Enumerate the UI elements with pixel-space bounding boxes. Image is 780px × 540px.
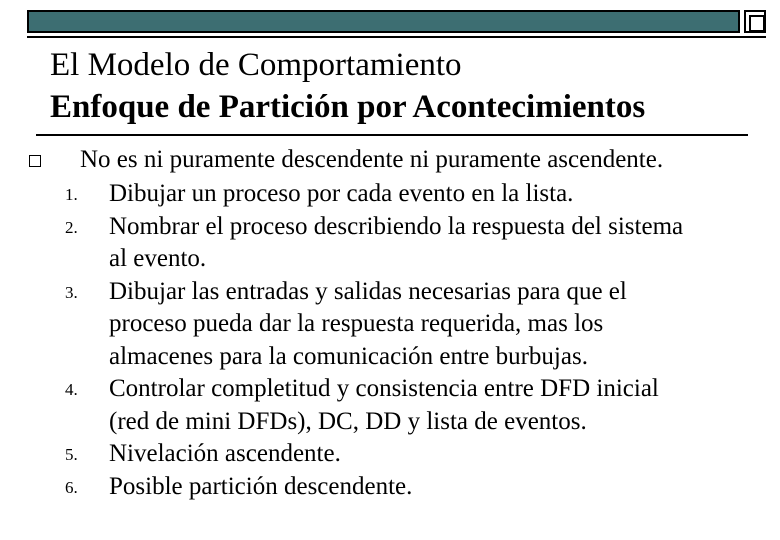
step-text (109, 211, 769, 276)
slide-title: El Modelo de Comportamiento (50, 47, 462, 83)
steps-list (0, 178, 780, 503)
step-line: Dibujar un proceso por cada evento en la lista. (109, 180, 574, 207)
step-line: proceso pueda dar la respuesta requerida, mas los (109, 310, 604, 337)
step-line: Posible partición descendente. (109, 472, 413, 500)
step-number: 4. (65, 380, 78, 399)
step-line: al evento. (109, 245, 207, 272)
top-corner-box (744, 10, 766, 33)
square-bullet-icon (29, 155, 41, 167)
step-text (109, 178, 769, 211)
step-number: 2. (65, 217, 78, 237)
step-number: 1. (65, 185, 78, 204)
step-number: 6. (65, 477, 78, 497)
top-rule (27, 36, 766, 38)
top-decorative-bar (27, 10, 740, 33)
step-line: Nivelación ascendente. (109, 440, 341, 467)
step-text (109, 471, 769, 504)
list-item (0, 471, 780, 504)
step-line: almacenes para la comunicación entre burbujas. (109, 342, 588, 370)
top-corner-box-inner (749, 15, 765, 32)
step-line: Dibujar las entradas y salidas necesarias para que el (109, 277, 627, 305)
step-text (109, 276, 769, 374)
step-line: (red de mini DFDs), DC, DD y lista de eventos. (109, 407, 587, 435)
list-item (0, 373, 780, 438)
step-number: 3. (65, 282, 78, 302)
step-text (109, 373, 769, 438)
list-item (0, 178, 780, 211)
step-line: Controlar completitud y consistencia entre DFD inicial (109, 375, 659, 402)
list-item (0, 438, 780, 471)
slide-subtitle: Enfoque de Partición por Acontecimientos (50, 89, 646, 125)
list-item (0, 276, 780, 374)
title-divider (36, 134, 748, 136)
bullet-text: No es ni puramente descendente ni puramente ascendente. (80, 146, 664, 173)
list-item (0, 211, 780, 276)
step-line: Nombrar el proceso describiendo la respuesta del sistema (109, 212, 684, 240)
step-number: 5. (65, 445, 78, 464)
step-text (109, 438, 769, 471)
